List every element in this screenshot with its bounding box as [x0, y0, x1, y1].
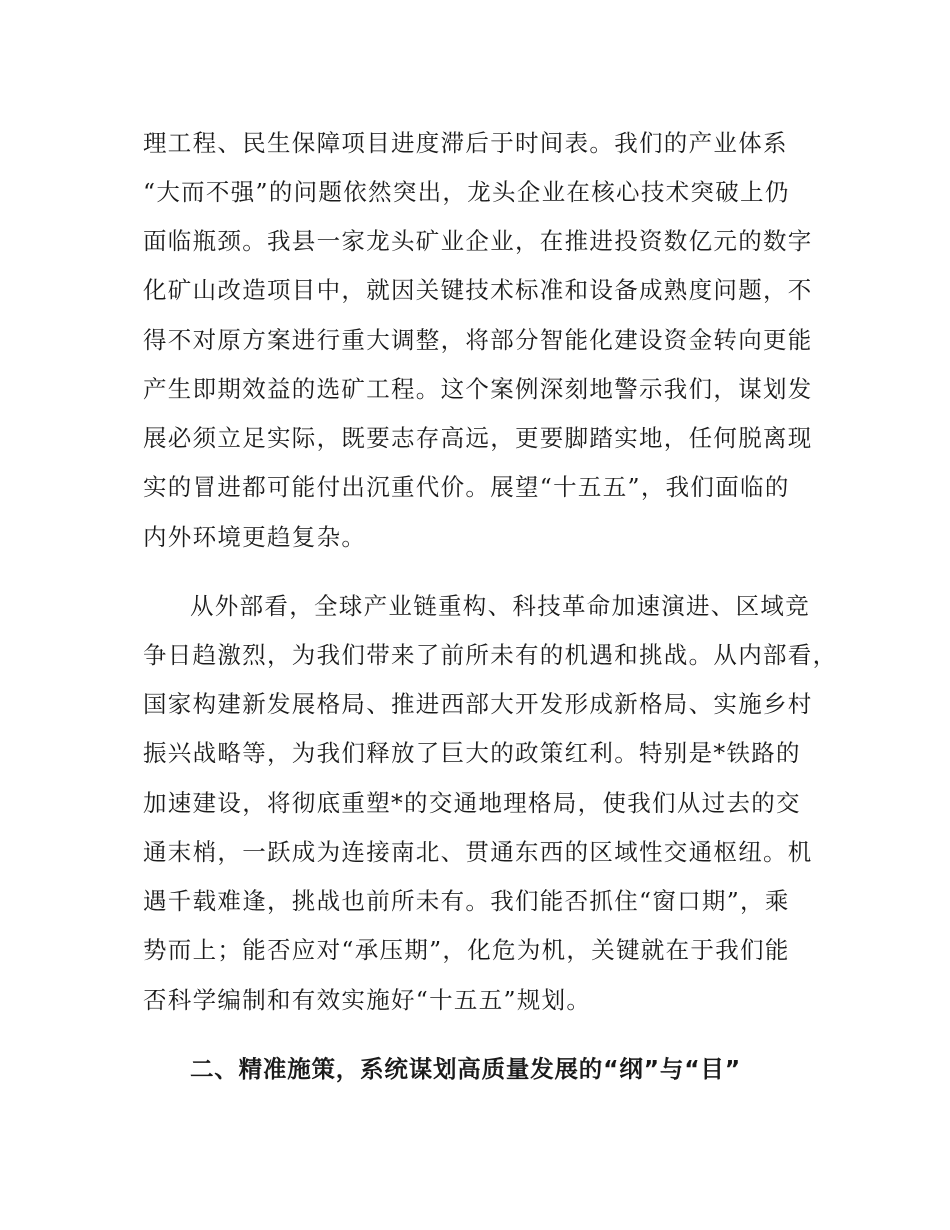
text-line: 势而上；能否应对“承压期”，化危为机，关键就在于我们能: [143, 936, 790, 964]
text-line: 遇千载难逢，挑战也前所未有。我们能否抓住“窗口期”，乘: [143, 887, 790, 915]
text-line: “大而不强”的问题依然突出，龙头企业在核心技术突破上仍: [143, 178, 790, 206]
text-line: 内外环境更趋复杂。: [143, 523, 367, 551]
text-line: 展必须立足实际，既要志存高远，更要脚踏实地，任何脱离现: [143, 424, 813, 452]
text-line: 通末梢，一跃成为连接南北、贯通东西的区域性交通枢纽。机: [143, 838, 813, 866]
text-line: 化矿山改造项目中，就因关键技术标准和设备成熟度问题，不: [143, 276, 813, 304]
text-line: 争日趋激烈，为我们带来了前所未有的机遇和挑战。从内部看，: [143, 641, 838, 669]
text-line: 产生即期效益的选矿工程。这个案例深刻地警示我们，谋划发: [143, 375, 813, 403]
text-line: 国家构建新发展格局、推进西部大开发形成新格局、实施乡村: [143, 690, 813, 718]
text-line: 实的冒进都可能付出沉重代价。展望“十五五”，我们面临的: [143, 473, 790, 501]
text-line: 振兴战略等，为我们释放了巨大的政策红利。特别是*铁路的: [143, 739, 801, 767]
text-line: 否科学编制和有效实施好“十五五”规划。: [143, 986, 592, 1014]
text-line: 得不对原方案进行重大调整，将部分智能化建设资金转向更能: [143, 326, 813, 354]
text-line: 从外部看，全球产业链重构、科技革命加速演进、区域竞: [190, 592, 810, 620]
text-line: 加速建设，将彻底重塑*的交通地理格局，使我们从过去的交: [143, 789, 801, 817]
section-heading: 二、精准施策，系统谋划高质量发展的“纲”与“目”: [190, 1055, 741, 1083]
text-line: 面临瓶颈。我县一家龙头矿业企业，在推进投资数亿元的数字: [143, 227, 813, 255]
text-line: 理工程、民生保障项目进度滞后于时间表。我们的产业体系: [143, 129, 788, 157]
